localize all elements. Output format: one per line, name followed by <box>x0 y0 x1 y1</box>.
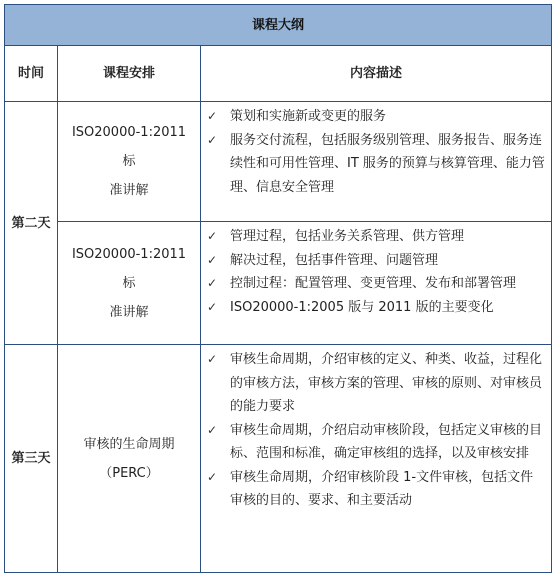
check-mark-icon: ✓ <box>207 276 218 290</box>
check-mark-icon: ✓ <box>207 422 218 437</box>
list-item <box>205 105 545 129</box>
content-list <box>205 105 545 199</box>
item-text: 审核生命周期，介绍启动审核阶段，包括定义审核的目标、范围和标准，确定审核组的选择，以及审核安排 <box>230 422 543 461</box>
item-text: 控制过程：配置管理、变更管理、发布和部署管理 <box>230 276 517 291</box>
check-mark-icon: ✓ <box>207 109 218 123</box>
table-row <box>5 102 552 222</box>
title-row <box>5 5 552 46</box>
list-item <box>205 466 545 513</box>
check-mark-icon: ✓ <box>207 352 218 366</box>
list-item <box>205 249 545 273</box>
course-line: ISO20000-1:2011 标 <box>71 125 187 169</box>
list-item <box>205 296 545 320</box>
check-mark-icon: ✓ <box>207 229 218 243</box>
check-mark-icon: ✓ <box>207 299 218 314</box>
check-mark-icon: ✓ <box>207 252 218 267</box>
header-course: 课程安排 <box>58 46 201 102</box>
header-time: 时间 <box>5 46 58 102</box>
item-text: 审核生命周期，介绍审核的定义、种类、收益，过程化的审核方法，审核方案的管理、审核的原则、对审核员的能力要求 <box>230 352 543 414</box>
course-line: （PERC） <box>99 465 159 481</box>
content-cell <box>201 345 552 573</box>
content-cell <box>201 102 552 222</box>
table-title: 课程大纲 <box>5 5 552 46</box>
item-text: ISO20000-1:2005 版与 2011 版的主要变化 <box>230 299 494 315</box>
list-item <box>205 348 545 419</box>
check-mark-icon: ✓ <box>207 132 218 147</box>
list-item <box>205 419 545 466</box>
course-cell <box>58 222 201 345</box>
item-text: 解决过程，包括事件管理、问题管理 <box>230 252 439 268</box>
content-list <box>205 225 545 319</box>
item-text: 管理过程，包括业务关系管理、供方管理 <box>230 229 465 244</box>
item-text: 策划和实施新或变更的服务 <box>230 109 387 124</box>
course-line: 准讲解 <box>109 183 149 198</box>
list-item <box>205 225 545 249</box>
content-cell <box>201 222 552 345</box>
list-item <box>205 129 545 200</box>
item-text: 服务交付流程，包括服务级别管理、服务报告、服务连续性和可用性管理、IT 服务的预算与核算管理、能力管理、信息安全管理 <box>230 132 545 195</box>
table-row <box>5 222 552 345</box>
day-label: 第二天 <box>5 102 58 345</box>
course-line: 准讲解 <box>109 304 149 320</box>
course-line: 审核的生命周期 <box>83 436 175 452</box>
table-row <box>5 345 552 573</box>
course-line: ISO20000-1:2011 标 <box>71 246 187 291</box>
course-cell <box>58 345 201 573</box>
header-row <box>5 46 552 102</box>
header-content: 内容描述 <box>201 46 552 102</box>
check-mark-icon: ✓ <box>207 469 218 484</box>
syllabus-table <box>4 4 552 573</box>
day-label: 第三天 <box>5 345 58 573</box>
content-list <box>205 348 545 513</box>
list-item <box>205 272 545 296</box>
course-cell <box>58 102 201 222</box>
item-text: 审核生命周期，介绍审核阶段 1-文件审核，包括文件审核的目的、要求、和主要活动 <box>230 469 534 508</box>
